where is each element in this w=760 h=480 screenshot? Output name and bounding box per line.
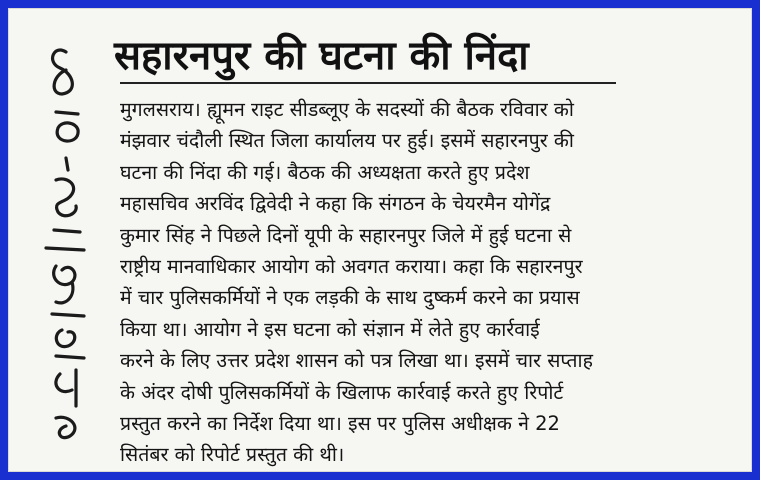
article-body: [120, 94, 730, 471]
handwritten-date-annotation: [26, 34, 106, 454]
article-line: महासचिव अरविंद द्विवेदी ने कहा कि संगठन के चेयरमैन योगेंद्र: [120, 192, 551, 216]
article-line: में चार पुलिसकर्मियों ने एक लड़की के साथ दुष्कर्म करने का प्रयास: [120, 286, 580, 310]
article-line: करने के लिए उत्तर प्रदेश शासन को पत्र लिखा था। इसमें चार सप्ताह: [120, 349, 593, 373]
article-line: सितंबर को रिपोर्ट प्रस्तुत की थी।: [120, 443, 345, 467]
article-line: मंझवार चंदौली स्थित जिला कार्यालय पर हुई। इसमें सहारनपुर की: [120, 129, 574, 153]
article-line: कुमार सिंह ने पिछले दिनों यूपी के सहारनपुर जिले में हुई घटना से: [120, 223, 572, 247]
article-line: प्रस्तुत करने का निर्देश दिया था। इस पर पुलिस अधीक्षक ने 22: [120, 412, 560, 436]
newspaper-clipping: [8, 8, 752, 472]
headline-underline: [120, 82, 616, 84]
article-line: राष्ट्रीय मानवाधिकार आयोग को अवगत कराया। कहा कि सहारनपुर: [120, 255, 583, 279]
article-line: के अंदर दोषी पुलिसकर्मियों के खिलाफ कार्रवाई करते हुए रिपोर्ट: [120, 380, 564, 404]
article-line: मुगलसराय। ह्यूमन राइट सीडब्लूए के सदस्यों की बैठक रविवार को: [120, 98, 574, 121]
article-line: घटना की निंदा की गई। बैठक की अध्यक्षता करते हुए प्रदेश: [120, 160, 530, 184]
headline: सहारनपुर की घटना की निंदा: [114, 33, 529, 79]
article-line: किया था। आयोग ने इस घटना को संज्ञान में लेते हुए कार्रवाई: [120, 317, 540, 341]
